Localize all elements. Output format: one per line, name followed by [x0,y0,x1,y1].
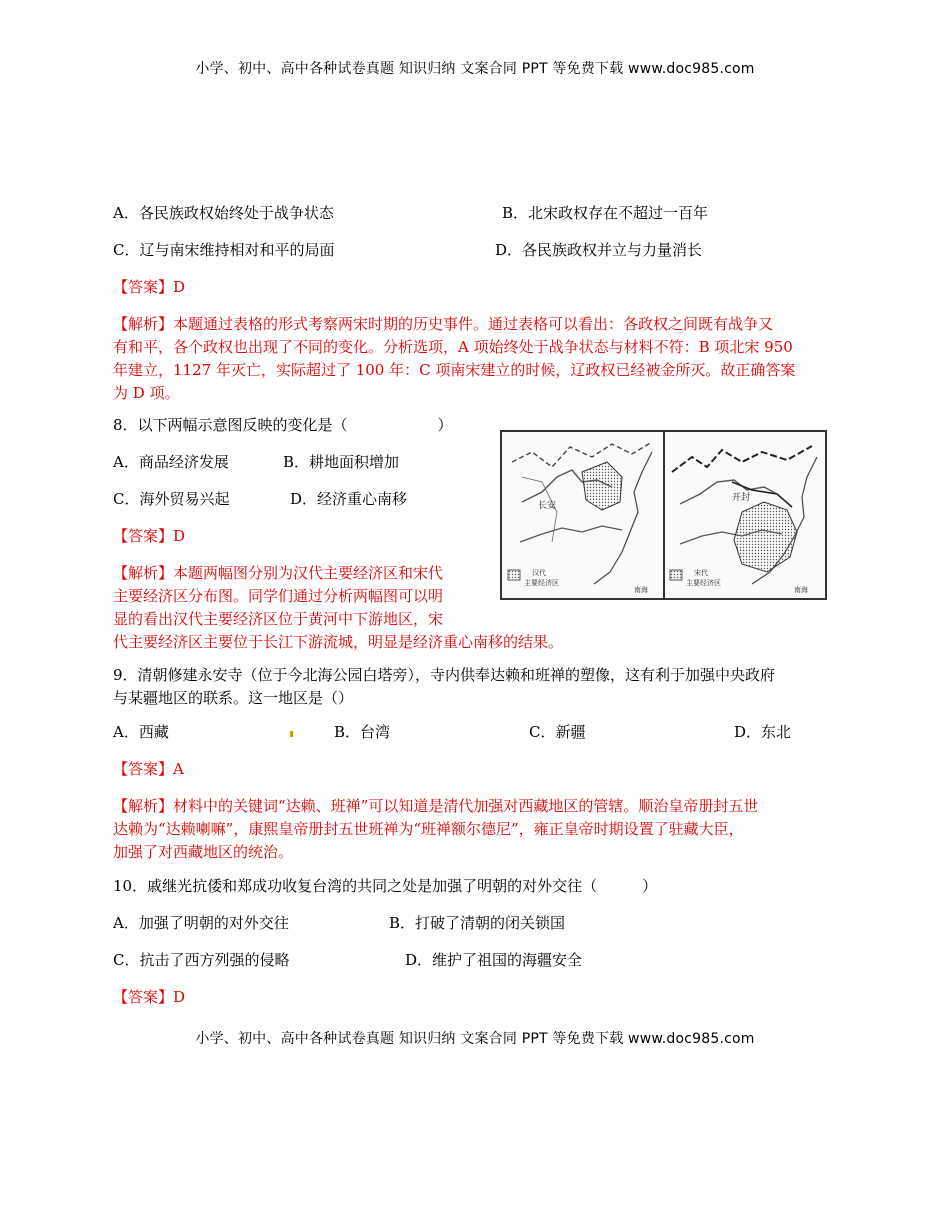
q7-analysis-line: 为 D 项。 [113,384,180,402]
q7-option-a[interactable]: A．各民族政权始终处于战争状态 [113,204,334,222]
q9-option-d[interactable]: D．东北 [734,723,792,741]
q9-analysis-line: 达赖为“达赖喇嘛”，康熙皇帝册封五世班禅为“班禅额尔德尼”，雍正皇帝时期设置了驻藏大臣， [113,820,744,838]
q8-analysis-line: 代主要经济区主要位于长江下游流城，明显是经济重心南移的结果。 [113,633,564,651]
han-legend-line1: 汉代 [532,569,546,577]
song-legend-box [670,570,682,580]
song-city-label: 开封 [732,493,751,503]
page-footer: 小学、初中、高中各种试卷真题 知识归纳 文案合同 PPT 等免费下载 www.doc985.com [195,1031,755,1047]
q8-option-d[interactable]: D．经济重心南移 [290,490,408,508]
q9-analysis-line: 【解析】材料中的关键词“达赖、班禅”可以知道是清代加强对西藏地区的管辖。顺治皇帝册封五世 [113,797,759,815]
page-header: 小学、初中、高中各种试卷真题 知识归纳 文案合同 PPT 等免费下载 www.doc985.com [195,61,755,77]
q9-option-b[interactable]: B．台湾 [334,723,391,741]
song-economic-region [734,502,797,572]
q9-answer: 【答案】A [113,760,184,778]
q7-analysis-line: 年建立，1127 年灭亡，实际超过了 100 年：C 项南宋建立的时候，辽政权已经被金所灭。故正确答案 [113,361,796,379]
q7-analysis-line: 有和平，各个政权也出现了不同的变化。分析选项，A 项始终处于战争状态与材料不符：B 项北宋 950 [113,338,793,356]
q8-option-c[interactable]: C．海外贸易兴起 [113,490,230,508]
q8-analysis-line: 主要经济区分布图。同学们通过分析两幅图可以明 [113,587,444,605]
q9-option-c[interactable]: C．新疆 [529,723,586,741]
q10-answer: 【答案】D [113,988,186,1006]
q7-option-b[interactable]: B．北宋政权存在不超过一百年 [502,204,709,222]
song-sea-label: 南海 [794,586,808,594]
q10-option-a[interactable]: A．加强了明朝的对外交往 [113,914,289,932]
han-yangtze-river [520,526,622,542]
q10-option-b[interactable]: B．打破了清朝的闭关锁国 [389,914,566,932]
economic-center-maps [500,430,827,600]
q8-analysis-line: 显的看出汉代主要经济区位于黄河中下游地区，宋 [113,610,444,628]
q9-option-a[interactable]: A．西藏 [113,723,169,741]
q7-analysis-line: 【解析】本题通过表格的形式考察两宋时期的历史事件。通过表格可以看出：各政权之间既有战争又 [113,315,774,333]
q7-answer: 【答案】D [113,278,186,296]
q7-analysis [113,313,795,405]
han-legend-box [508,570,520,580]
map-svg [502,432,825,598]
song-map [670,446,817,594]
q9-analysis [113,795,758,864]
q8-answer: 【答案】D [113,527,186,545]
q8-analysis-line: 【解析】本题两幅图分别为汉代主要经济区和宋代 [113,564,444,582]
song-border [672,446,812,472]
q8-stem: 8．以下两幅示意图反映的变化是（ ） [113,416,453,434]
song-legend-line2: 主要经济区 [686,579,721,587]
q8-analysis [113,562,563,654]
q7-option-c[interactable]: C．辽与南宋维持相对和平的局面 [113,241,335,259]
q10-option-d[interactable]: D．维护了祖国的海疆安全 [405,951,583,969]
q9-stem-line: 与某疆地区的联系。这一地区是（） [113,689,354,707]
q8-option-b[interactable]: B．耕地面积增加 [283,453,400,471]
q9-stem-line: 9．清朝修建永安寺（位于今北海公园白塔旁），寺内供奉达赖和班禅的塑像，这有利于加强中央政府 [113,666,776,684]
song-legend-line1: 宋代 [694,569,708,577]
q10-stem: 10．戚继光抗倭和郑成功收复台湾的共同之处是加强了明朝的对外交往（ ） [113,877,658,895]
q9-analysis-line: 加强了对西藏地区的统治。 [113,843,294,861]
han-map [508,442,652,594]
han-city-label: 长安 [538,501,557,511]
han-legend-line2: 主要经济区 [524,579,559,587]
han-border [512,442,652,467]
scan-mark [290,731,293,737]
q10-option-c[interactable]: C．抗击了西方列强的侵略 [113,951,290,969]
q9-stem [113,664,775,710]
han-economic-region [582,462,622,510]
q7-option-d[interactable]: D．各民族政权并立与力量消长 [495,241,703,259]
han-sea-label: 南海 [634,586,648,594]
q8-option-a[interactable]: A．商品经济发展 [113,453,229,471]
